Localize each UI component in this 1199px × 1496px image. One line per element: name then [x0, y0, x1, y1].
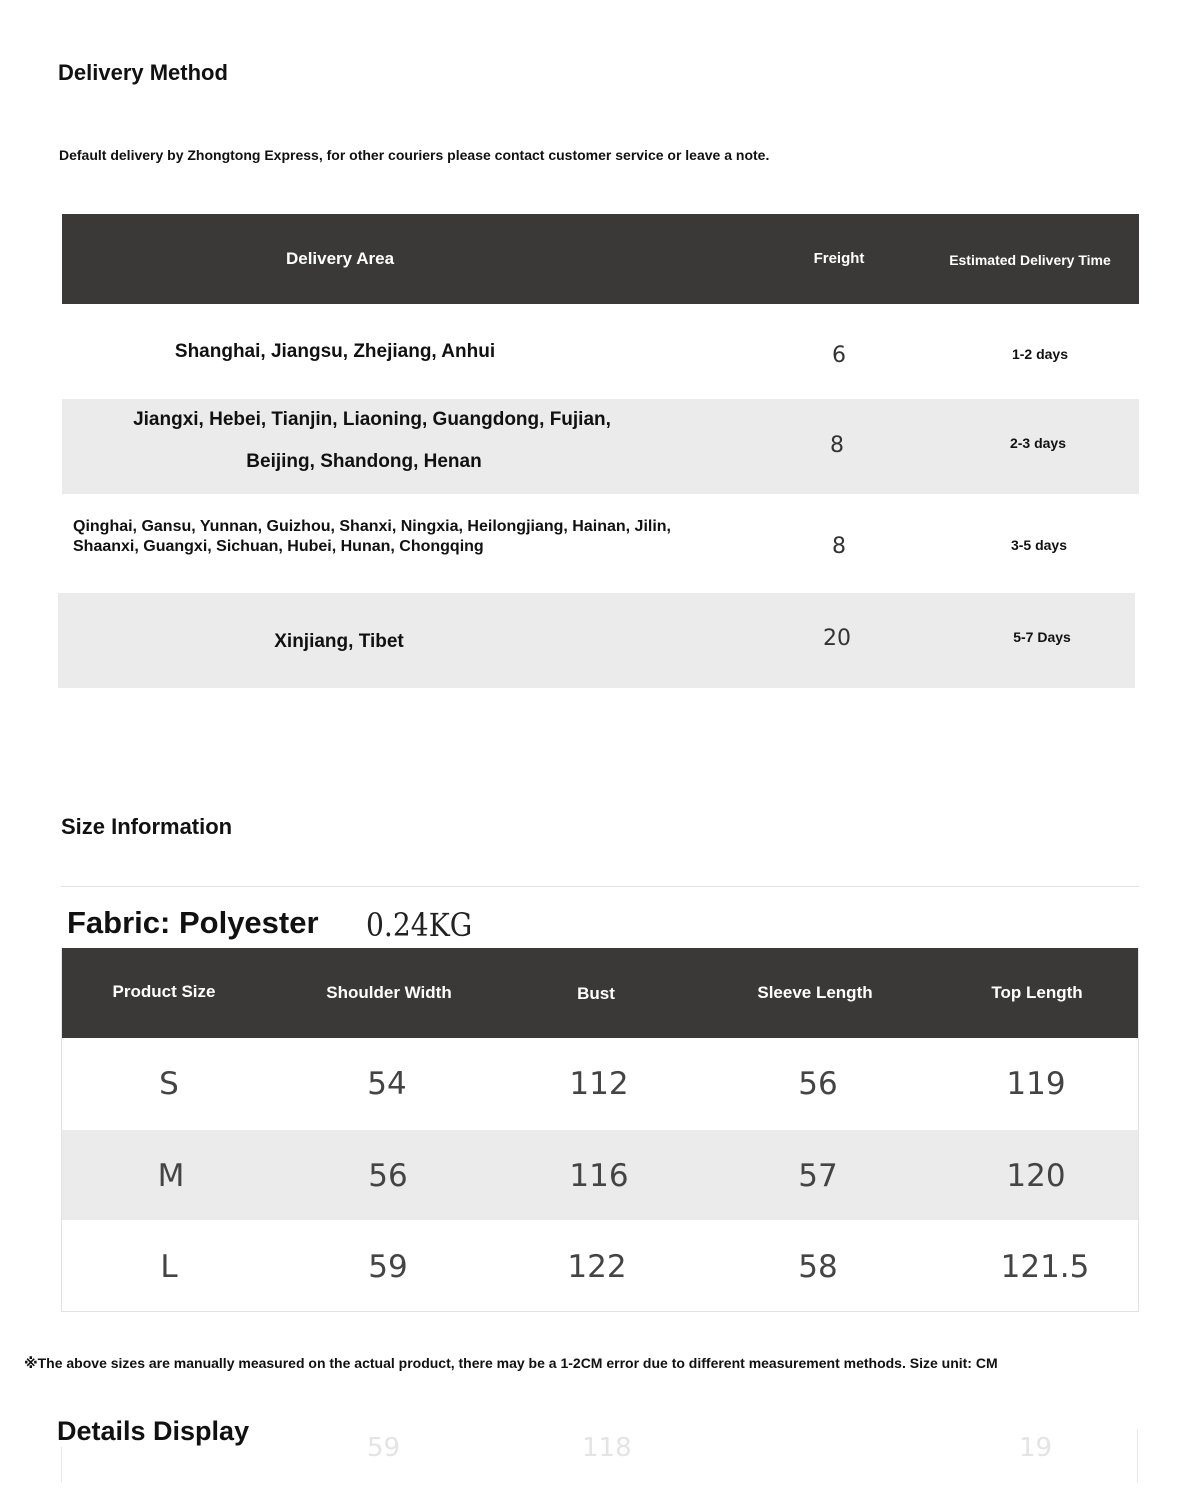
header-bust: Bust — [577, 984, 615, 1003]
details-faded-value-1: 59 — [367, 1433, 401, 1463]
header-sleeve-length: Sleeve Length — [757, 983, 873, 1002]
details-display-title: Details Display — [57, 1416, 250, 1446]
header-delivery-area: Delivery Area — [285, 249, 395, 268]
size-divider — [61, 886, 1139, 887]
header-estimated-delivery-time: Estimated Delivery Time — [949, 252, 1111, 268]
delivery-row-3-freight: 8 — [832, 534, 846, 559]
details-faded-value-2: 118 — [582, 1433, 632, 1463]
size-information-title: Size Information — [61, 814, 233, 839]
fabric-label: Fabric: Polyester — [67, 905, 319, 940]
delivery-row-4-freight: 20 — [823, 626, 851, 651]
size-row-s-sleeve: 56 — [798, 1066, 838, 1102]
delivery-row-4-time: 5-7 Days — [1013, 629, 1071, 645]
delivery-row-3-area-line2: Shaanxi, Guangxi, Sichuan, Hubei, Hunan, Chongqing — [73, 538, 484, 555]
size-footnote: ※The above sizes are manually measured on the actual product, there may be a 1-2CM error due to different measurement methods. Size unit: CM — [24, 1355, 998, 1371]
delivery-row-2-area-line2: Beijing, Shandong, Henan — [246, 451, 482, 472]
header-product-size: Product Size — [112, 982, 216, 1001]
size-row-m-top-length: 120 — [1006, 1158, 1066, 1194]
weight-label: 0.24KG — [366, 906, 473, 944]
size-row-s-bust: 112 — [569, 1066, 629, 1102]
delivery-row-1-freight: 6 — [832, 343, 846, 368]
size-row-m-sleeve: 57 — [798, 1158, 838, 1194]
size-row-m-shoulder: 56 — [368, 1158, 408, 1194]
details-faded-value-3: 19 — [1019, 1433, 1053, 1463]
header-freight: Freight — [813, 250, 865, 267]
header-top-length: Top Length — [991, 983, 1083, 1002]
delivery-row-3-area-line1: Qinghai, Gansu, Yunnan, Guizhou, Shanxi, Ningxia, Heilongjiang, Hainan, Jilin, — [73, 518, 671, 535]
delivery-method-title: Delivery Method — [58, 60, 228, 85]
size-row-s-top-length: 119 — [1006, 1066, 1066, 1102]
size-row-s-size: S — [159, 1066, 179, 1102]
delivery-row-2-freight: 8 — [830, 433, 844, 458]
delivery-row-1-area: Shanghai, Jiangsu, Zhejiang, Anhui — [174, 341, 496, 362]
size-row-m-size: M — [157, 1158, 185, 1194]
size-row-l-shoulder: 59 — [368, 1249, 408, 1285]
delivery-row-3-time: 3-5 days — [1010, 537, 1068, 553]
size-row-s-shoulder: 54 — [367, 1066, 407, 1102]
delivery-row-1-time: 1-2 days — [1011, 346, 1069, 362]
size-row-l-sleeve: 58 — [798, 1249, 838, 1285]
delivery-row-4-area: Xinjiang, Tibet — [274, 631, 404, 652]
delivery-row-2-time: 2-3 days — [1009, 435, 1067, 451]
delivery-row-4-bg — [58, 593, 1135, 688]
size-row-m-bust: 116 — [569, 1158, 629, 1194]
details-partial-frame-right — [1137, 1430, 1138, 1482]
size-row-l-size: L — [160, 1249, 178, 1285]
size-row-l-top-length: 121.5 — [1000, 1249, 1090, 1285]
delivery-note: Default delivery by Zhongtong Express, for other couriers please contact customer service or leave a note. — [59, 147, 770, 163]
delivery-row-2-area-line1: Jiangxi, Hebei, Tianjin, Liaoning, Guangdong, Fujian, — [133, 409, 611, 430]
size-row-l-bust: 122 — [567, 1249, 627, 1285]
header-shoulder-width: Shoulder Width — [326, 983, 452, 1002]
